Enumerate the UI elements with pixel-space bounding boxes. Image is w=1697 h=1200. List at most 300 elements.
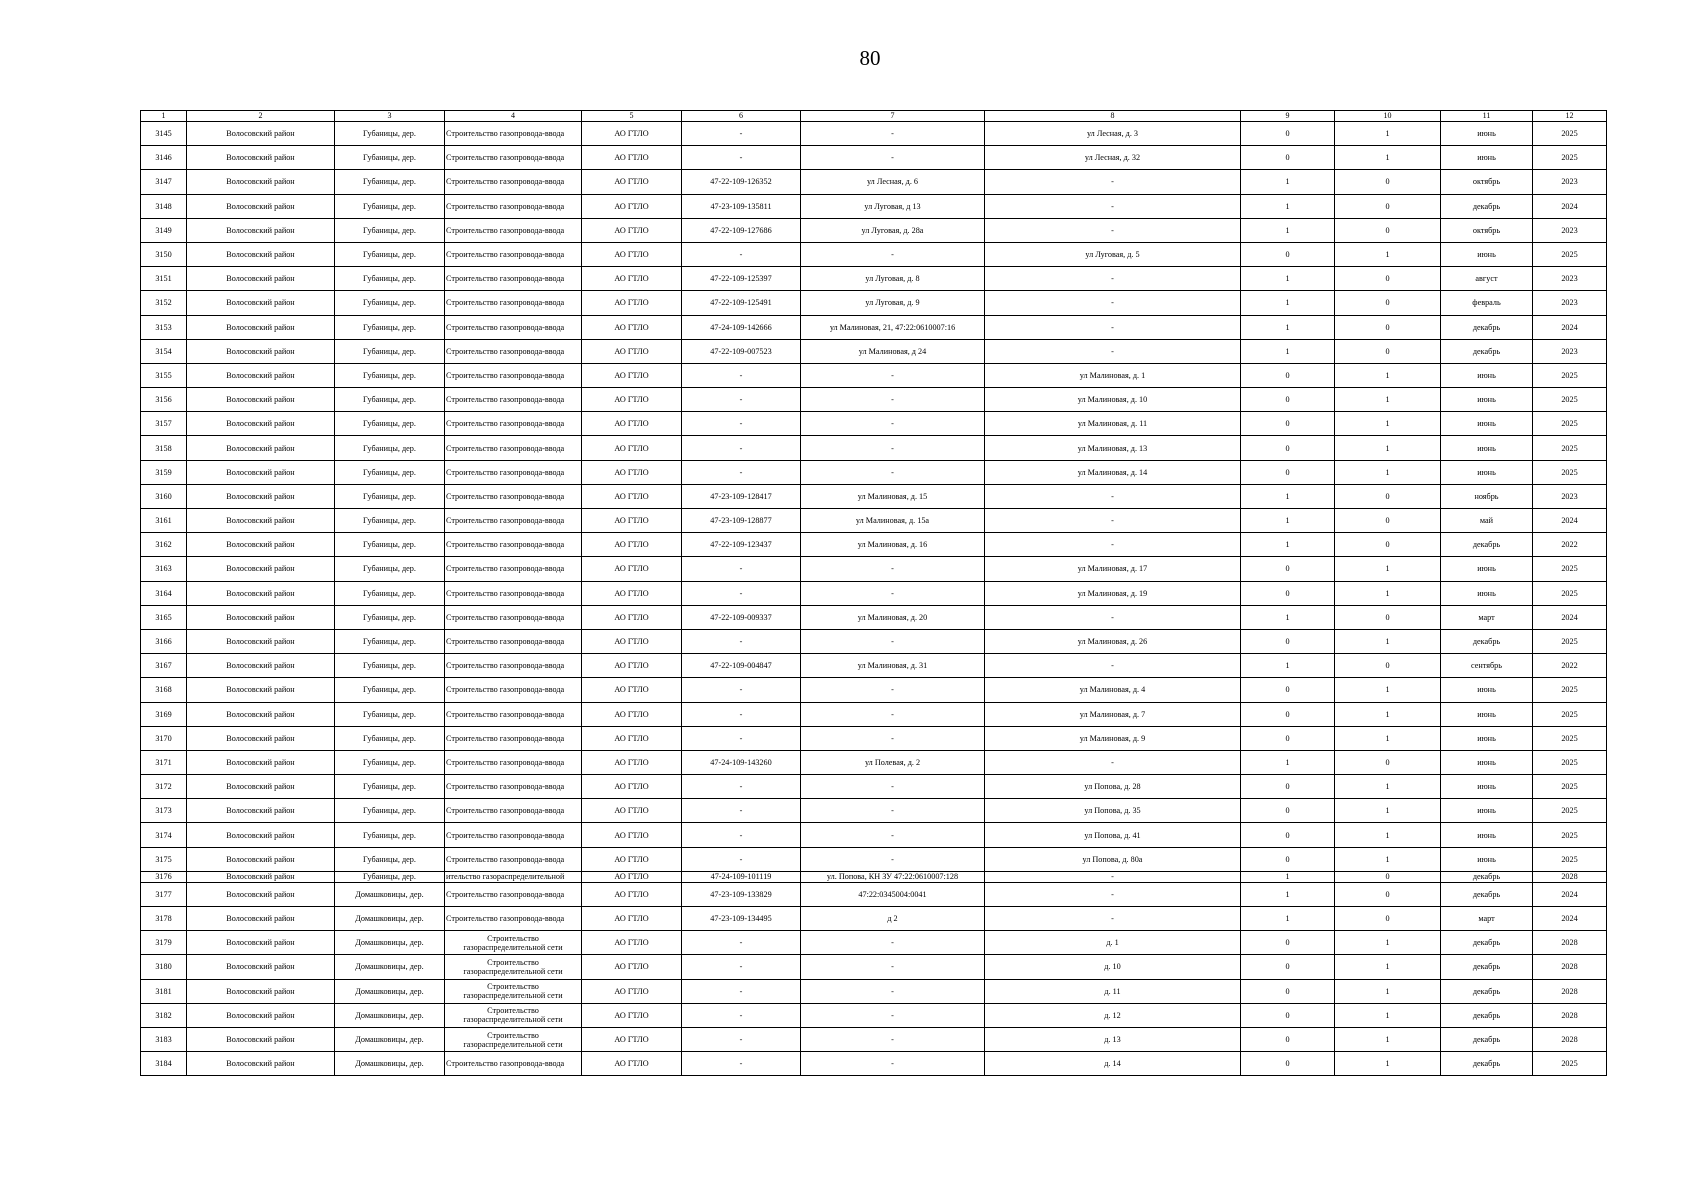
cell-work-type: Строительство газопровода-ввода <box>445 581 582 605</box>
cell-month: декабрь <box>1441 315 1533 339</box>
cell-address-permitted: - <box>801 823 985 847</box>
cell-count-a: 0 <box>1241 122 1335 146</box>
cell-work-type: Строительство газопровода-ввода <box>445 436 582 460</box>
cell-row-number: 3179 <box>141 931 187 955</box>
cell-row-number: 3173 <box>141 799 187 823</box>
cell-count-b: 1 <box>1335 775 1441 799</box>
cell-year: 2024 <box>1533 882 1607 906</box>
cell-row-number: 3162 <box>141 533 187 557</box>
cell-year: 2028 <box>1533 955 1607 979</box>
cell-settlement: Губаницы, дер. <box>335 122 445 146</box>
cell-row-number: 3167 <box>141 654 187 678</box>
table-row <box>141 907 1607 931</box>
cell-address-permitted: - <box>801 363 985 387</box>
cell-row-number: 3182 <box>141 1003 187 1027</box>
cell-count-a: 1 <box>1241 750 1335 774</box>
table-row <box>141 823 1607 847</box>
cell-permit-number: 47-23-109-134495 <box>682 907 801 931</box>
cell-count-b: 1 <box>1335 931 1441 955</box>
cell-count-b: 1 <box>1335 412 1441 436</box>
cell-count-a: 1 <box>1241 267 1335 291</box>
cell-count-b: 1 <box>1335 146 1441 170</box>
table-row <box>141 339 1607 363</box>
cell-year: 2025 <box>1533 146 1607 170</box>
cell-organization: АО ГТЛО <box>582 436 682 460</box>
cell-work-type: Строительство газопровода-ввода <box>445 267 582 291</box>
cell-count-a: 0 <box>1241 702 1335 726</box>
cell-work-type: Строительство газораспределительной сети <box>445 979 582 1003</box>
cell-settlement: Домашковицы, дер. <box>335 955 445 979</box>
cell-settlement: Губаницы, дер. <box>335 799 445 823</box>
cell-address-planned: ул Попова, д. 35 <box>985 799 1241 823</box>
cell-work-type: Строительство газораспределительной сети <box>445 1003 582 1027</box>
cell-month: июнь <box>1441 436 1533 460</box>
column-header: 9 <box>1241 111 1335 122</box>
cell-address-planned: - <box>985 194 1241 218</box>
cell-year: 2025 <box>1533 581 1607 605</box>
cell-permit-number: 47-22-109-123437 <box>682 533 801 557</box>
column-header: 10 <box>1335 111 1441 122</box>
cell-work-type: Строительство газопровода-ввода <box>445 339 582 363</box>
cell-settlement: Губаницы, дер. <box>335 823 445 847</box>
cell-count-a: 1 <box>1241 291 1335 315</box>
cell-organization: АО ГТЛО <box>582 702 682 726</box>
cell-year: 2025 <box>1533 363 1607 387</box>
cell-permit-number: - <box>682 847 801 871</box>
cell-settlement: Домашковицы, дер. <box>335 882 445 906</box>
cell-address-planned: ул Малиновая, д. 19 <box>985 581 1241 605</box>
cell-count-b: 1 <box>1335 678 1441 702</box>
cell-settlement: Губаницы, дер. <box>335 315 445 339</box>
cell-year: 2025 <box>1533 629 1607 653</box>
cell-permit-number: - <box>682 146 801 170</box>
cell-row-number: 3160 <box>141 484 187 508</box>
cell-count-b: 0 <box>1335 871 1441 882</box>
cell-work-type: Строительство газопровода-ввода <box>445 726 582 750</box>
cell-count-a: 0 <box>1241 146 1335 170</box>
cell-year: 2024 <box>1533 315 1607 339</box>
cell-address-planned: - <box>985 871 1241 882</box>
cell-count-b: 1 <box>1335 1003 1441 1027</box>
cell-month: декабрь <box>1441 629 1533 653</box>
cell-settlement: Губаницы, дер. <box>335 146 445 170</box>
table-row <box>141 509 1607 533</box>
cell-district: Волосовский район <box>187 267 335 291</box>
cell-count-a: 0 <box>1241 629 1335 653</box>
cell-month: декабрь <box>1441 871 1533 882</box>
cell-count-b: 1 <box>1335 1052 1441 1076</box>
cell-address-permitted: ул Луговая, д 13 <box>801 194 985 218</box>
table-body <box>141 122 1607 1076</box>
header-row <box>141 111 1607 122</box>
cell-month: июнь <box>1441 775 1533 799</box>
cell-organization: АО ГТЛО <box>582 605 682 629</box>
cell-district: Волосовский район <box>187 726 335 750</box>
cell-year: 2025 <box>1533 412 1607 436</box>
cell-work-type: Строительство газопровода-ввода <box>445 629 582 653</box>
cell-row-number: 3159 <box>141 460 187 484</box>
cell-count-a: 0 <box>1241 242 1335 266</box>
cell-permit-number: 47-23-109-133829 <box>682 882 801 906</box>
cell-permit-number: - <box>682 122 801 146</box>
cell-work-type: Строительство газопровода-ввода <box>445 750 582 774</box>
cell-count-b: 0 <box>1335 315 1441 339</box>
cell-district: Волосовский район <box>187 702 335 726</box>
cell-year: 2025 <box>1533 122 1607 146</box>
cell-month: декабрь <box>1441 339 1533 363</box>
cell-work-type: Строительство газопровода-ввода <box>445 363 582 387</box>
cell-address-planned: - <box>985 654 1241 678</box>
cell-count-b: 0 <box>1335 267 1441 291</box>
cell-address-permitted: - <box>801 460 985 484</box>
cell-organization: АО ГТЛО <box>582 654 682 678</box>
column-header: 1 <box>141 111 187 122</box>
cell-address-planned: - <box>985 750 1241 774</box>
cell-organization: АО ГТЛО <box>582 291 682 315</box>
cell-count-a: 1 <box>1241 170 1335 194</box>
table-row <box>141 654 1607 678</box>
cell-count-b: 1 <box>1335 363 1441 387</box>
cell-count-b: 0 <box>1335 194 1441 218</box>
cell-organization: АО ГТЛО <box>582 1003 682 1027</box>
cell-row-number: 3146 <box>141 146 187 170</box>
cell-count-a: 0 <box>1241 557 1335 581</box>
cell-address-permitted: - <box>801 799 985 823</box>
cell-permit-number: - <box>682 581 801 605</box>
cell-permit-number: - <box>682 242 801 266</box>
cell-permit-number: - <box>682 726 801 750</box>
cell-work-type: Строительство газопровода-ввода <box>445 847 582 871</box>
cell-district: Волосовский район <box>187 581 335 605</box>
cell-settlement: Губаницы, дер. <box>335 557 445 581</box>
table-row <box>141 931 1607 955</box>
cell-work-type: Строительство газопровода-ввода <box>445 702 582 726</box>
cell-address-planned: - <box>985 509 1241 533</box>
cell-month: июнь <box>1441 678 1533 702</box>
table-row <box>141 1027 1607 1051</box>
cell-permit-number: 47-22-109-126352 <box>682 170 801 194</box>
cell-organization: АО ГТЛО <box>582 218 682 242</box>
table-row <box>141 291 1607 315</box>
cell-address-permitted: - <box>801 436 985 460</box>
cell-year: 2025 <box>1533 460 1607 484</box>
cell-district: Волосовский район <box>187 1027 335 1051</box>
cell-address-planned: ул Попова, д. 41 <box>985 823 1241 847</box>
cell-row-number: 3157 <box>141 412 187 436</box>
cell-settlement: Губаницы, дер. <box>335 605 445 629</box>
cell-address-planned: - <box>985 605 1241 629</box>
cell-row-number: 3181 <box>141 979 187 1003</box>
cell-row-number: 3163 <box>141 557 187 581</box>
cell-month: декабрь <box>1441 194 1533 218</box>
cell-settlement: Домашковицы, дер. <box>335 1027 445 1051</box>
cell-year: 2022 <box>1533 533 1607 557</box>
cell-count-b: 0 <box>1335 882 1441 906</box>
cell-address-permitted: ул Малиновая, д 24 <box>801 339 985 363</box>
cell-address-planned: ул Малиновая, д. 13 <box>985 436 1241 460</box>
table-row <box>141 170 1607 194</box>
cell-organization: АО ГТЛО <box>582 267 682 291</box>
table-row <box>141 629 1607 653</box>
cell-settlement: Губаницы, дер. <box>335 750 445 774</box>
cell-address-permitted: - <box>801 122 985 146</box>
cell-count-b: 1 <box>1335 460 1441 484</box>
cell-settlement: Губаницы, дер. <box>335 363 445 387</box>
cell-work-type: Строительство газопровода-ввода <box>445 315 582 339</box>
cell-permit-number: 47-23-109-135811 <box>682 194 801 218</box>
table-row <box>141 775 1607 799</box>
cell-month: июнь <box>1441 412 1533 436</box>
cell-count-b: 0 <box>1335 654 1441 678</box>
cell-district: Волосовский район <box>187 218 335 242</box>
cell-address-permitted: - <box>801 678 985 702</box>
cell-month: июнь <box>1441 557 1533 581</box>
cell-organization: АО ГТЛО <box>582 871 682 882</box>
cell-work-type: Строительство газопровода-ввода <box>445 799 582 823</box>
cell-organization: АО ГТЛО <box>582 122 682 146</box>
cell-year: 2028 <box>1533 931 1607 955</box>
cell-work-type: Строительство газораспределительной сети <box>445 931 582 955</box>
cell-work-type: Строительство газопровода-ввода <box>445 533 582 557</box>
cell-address-planned: ул Малиновая, д. 14 <box>985 460 1241 484</box>
cell-year: 2024 <box>1533 509 1607 533</box>
cell-settlement: Губаницы, дер. <box>335 218 445 242</box>
cell-count-b: 0 <box>1335 291 1441 315</box>
cell-month: октябрь <box>1441 170 1533 194</box>
cell-settlement: Домашковицы, дер. <box>335 931 445 955</box>
cell-month: май <box>1441 509 1533 533</box>
cell-month: октябрь <box>1441 218 1533 242</box>
table-row <box>141 847 1607 871</box>
cell-year: 2028 <box>1533 979 1607 1003</box>
cell-district: Волосовский район <box>187 315 335 339</box>
cell-address-planned: д. 11 <box>985 979 1241 1003</box>
cell-district: Волосовский район <box>187 509 335 533</box>
cell-count-b: 1 <box>1335 629 1441 653</box>
cell-address-permitted: - <box>801 629 985 653</box>
cell-year: 2023 <box>1533 267 1607 291</box>
cell-row-number: 3172 <box>141 775 187 799</box>
cell-month: июнь <box>1441 363 1533 387</box>
cell-address-planned: ул Малиновая, д. 26 <box>985 629 1241 653</box>
cell-month: декабрь <box>1441 1003 1533 1027</box>
cell-count-a: 0 <box>1241 1052 1335 1076</box>
cell-count-b: 1 <box>1335 242 1441 266</box>
cell-month: июнь <box>1441 581 1533 605</box>
cell-year: 2025 <box>1533 242 1607 266</box>
cell-month: июнь <box>1441 702 1533 726</box>
column-header: 2 <box>187 111 335 122</box>
cell-count-b: 0 <box>1335 218 1441 242</box>
cell-address-permitted: - <box>801 775 985 799</box>
cell-year: 2028 <box>1533 1027 1607 1051</box>
cell-address-permitted: ул Луговая, д. 28а <box>801 218 985 242</box>
table-row <box>141 750 1607 774</box>
cell-count-a: 0 <box>1241 775 1335 799</box>
cell-settlement: Губаницы, дер. <box>335 702 445 726</box>
table-row <box>141 533 1607 557</box>
cell-settlement: Губаницы, дер. <box>335 581 445 605</box>
table-row <box>141 412 1607 436</box>
cell-address-permitted: ул Малиновая, д. 16 <box>801 533 985 557</box>
cell-address-permitted: - <box>801 242 985 266</box>
cell-permit-number: 47-22-109-127686 <box>682 218 801 242</box>
cell-row-number: 3150 <box>141 242 187 266</box>
cell-permit-number: - <box>682 388 801 412</box>
cell-district: Волосовский район <box>187 882 335 906</box>
cell-month: июнь <box>1441 823 1533 847</box>
cell-year: 2025 <box>1533 388 1607 412</box>
cell-address-planned: ул Лесная, д. 32 <box>985 146 1241 170</box>
cell-row-number: 3155 <box>141 363 187 387</box>
cell-year: 2022 <box>1533 654 1607 678</box>
table-row <box>141 460 1607 484</box>
cell-count-a: 0 <box>1241 799 1335 823</box>
cell-year: 2025 <box>1533 1052 1607 1076</box>
cell-settlement: Губаницы, дер. <box>335 242 445 266</box>
cell-district: Волосовский район <box>187 388 335 412</box>
table-row <box>141 122 1607 146</box>
cell-settlement: Губаницы, дер. <box>335 629 445 653</box>
table-row <box>141 882 1607 906</box>
cell-month: декабрь <box>1441 1052 1533 1076</box>
cell-organization: АО ГТЛО <box>582 339 682 363</box>
cell-address-permitted: ул Малиновая, д. 15а <box>801 509 985 533</box>
cell-row-number: 3170 <box>141 726 187 750</box>
cell-settlement: Губаницы, дер. <box>335 678 445 702</box>
cell-count-a: 1 <box>1241 484 1335 508</box>
cell-district: Волосовский район <box>187 460 335 484</box>
cell-row-number: 3165 <box>141 605 187 629</box>
cell-organization: АО ГТЛО <box>582 146 682 170</box>
cell-row-number: 3175 <box>141 847 187 871</box>
cell-year: 2023 <box>1533 484 1607 508</box>
table-row <box>141 955 1607 979</box>
cell-year: 2024 <box>1533 194 1607 218</box>
cell-month: июнь <box>1441 847 1533 871</box>
cell-address-planned: ул Малиновая, д. 4 <box>985 678 1241 702</box>
cell-address-planned: ул Луговая, д. 5 <box>985 242 1241 266</box>
cell-address-permitted: ул Малиновая, 21, 47:22:0610007:16 <box>801 315 985 339</box>
cell-row-number: 3158 <box>141 436 187 460</box>
cell-address-planned: - <box>985 484 1241 508</box>
cell-district: Волосовский район <box>187 907 335 931</box>
cell-month: март <box>1441 605 1533 629</box>
table-row <box>141 242 1607 266</box>
table-row <box>141 267 1607 291</box>
cell-organization: АО ГТЛО <box>582 907 682 931</box>
cell-district: Волосовский район <box>187 1003 335 1027</box>
cell-month: декабрь <box>1441 955 1533 979</box>
cell-address-permitted: ул Малиновая, д. 20 <box>801 605 985 629</box>
cell-month: март <box>1441 907 1533 931</box>
cell-district: Волосовский район <box>187 629 335 653</box>
cell-year: 2025 <box>1533 726 1607 750</box>
cell-settlement: Губаницы, дер. <box>335 388 445 412</box>
cell-district: Волосовский район <box>187 436 335 460</box>
cell-work-type: Строительство газораспределительной сети <box>445 955 582 979</box>
cell-settlement: Губаницы, дер. <box>335 436 445 460</box>
cell-count-b: 1 <box>1335 979 1441 1003</box>
cell-permit-number: - <box>682 702 801 726</box>
cell-year: 2025 <box>1533 557 1607 581</box>
table-row <box>141 979 1607 1003</box>
cell-month: июнь <box>1441 750 1533 774</box>
cell-organization: АО ГТЛО <box>582 509 682 533</box>
cell-district: Волосовский район <box>187 291 335 315</box>
cell-count-a: 0 <box>1241 726 1335 750</box>
cell-count-a: 0 <box>1241 823 1335 847</box>
cell-address-planned: - <box>985 339 1241 363</box>
register-table <box>140 110 1607 1076</box>
cell-address-planned: ул Малиновая, д. 17 <box>985 557 1241 581</box>
cell-address-permitted: - <box>801 979 985 1003</box>
table-row <box>141 871 1607 882</box>
cell-count-a: 0 <box>1241 1003 1335 1027</box>
cell-row-number: 3148 <box>141 194 187 218</box>
cell-work-type: Строительство газопровода-ввода <box>445 557 582 581</box>
cell-address-planned: - <box>985 218 1241 242</box>
table-row <box>141 1052 1607 1076</box>
cell-row-number: 3154 <box>141 339 187 363</box>
cell-permit-number: - <box>682 363 801 387</box>
cell-year: 2023 <box>1533 170 1607 194</box>
cell-address-planned: - <box>985 315 1241 339</box>
cell-settlement: Губаницы, дер. <box>335 533 445 557</box>
cell-month: декабрь <box>1441 882 1533 906</box>
cell-organization: АО ГТЛО <box>582 1027 682 1051</box>
cell-district: Волосовский район <box>187 122 335 146</box>
cell-count-a: 1 <box>1241 533 1335 557</box>
cell-organization: АО ГТЛО <box>582 775 682 799</box>
cell-district: Волосовский район <box>187 678 335 702</box>
cell-count-a: 1 <box>1241 871 1335 882</box>
column-header: 6 <box>682 111 801 122</box>
cell-address-permitted: ул Малиновая, д. 15 <box>801 484 985 508</box>
cell-organization: АО ГТЛО <box>582 484 682 508</box>
cell-work-type: Строительство газопровода-ввода <box>445 678 582 702</box>
cell-address-permitted: д 2 <box>801 907 985 931</box>
cell-count-a: 0 <box>1241 412 1335 436</box>
cell-row-number: 3149 <box>141 218 187 242</box>
cell-count-b: 0 <box>1335 605 1441 629</box>
cell-row-number: 3164 <box>141 581 187 605</box>
cell-address-planned: ул Малиновая, д. 7 <box>985 702 1241 726</box>
cell-count-a: 1 <box>1241 882 1335 906</box>
cell-organization: АО ГТЛО <box>582 363 682 387</box>
cell-work-type: Строительство газопровода-ввода <box>445 122 582 146</box>
cell-address-planned: ул Малиновая, д. 9 <box>985 726 1241 750</box>
cell-organization: АО ГТЛО <box>582 388 682 412</box>
cell-month: февраль <box>1441 291 1533 315</box>
cell-year: 2028 <box>1533 871 1607 882</box>
cell-address-planned: ул Малиновая, д. 11 <box>985 412 1241 436</box>
cell-year: 2025 <box>1533 847 1607 871</box>
cell-settlement: Домашковицы, дер. <box>335 1052 445 1076</box>
cell-count-b: 0 <box>1335 339 1441 363</box>
cell-permit-number: - <box>682 955 801 979</box>
table-row <box>141 557 1607 581</box>
cell-address-planned: д. 14 <box>985 1052 1241 1076</box>
cell-row-number: 3147 <box>141 170 187 194</box>
table-row <box>141 1003 1607 1027</box>
cell-district: Волосовский район <box>187 484 335 508</box>
cell-address-permitted: - <box>801 847 985 871</box>
cell-permit-number: 47-23-109-128417 <box>682 484 801 508</box>
cell-district: Волосовский район <box>187 823 335 847</box>
cell-organization: АО ГТЛО <box>582 315 682 339</box>
cell-address-permitted: - <box>801 955 985 979</box>
